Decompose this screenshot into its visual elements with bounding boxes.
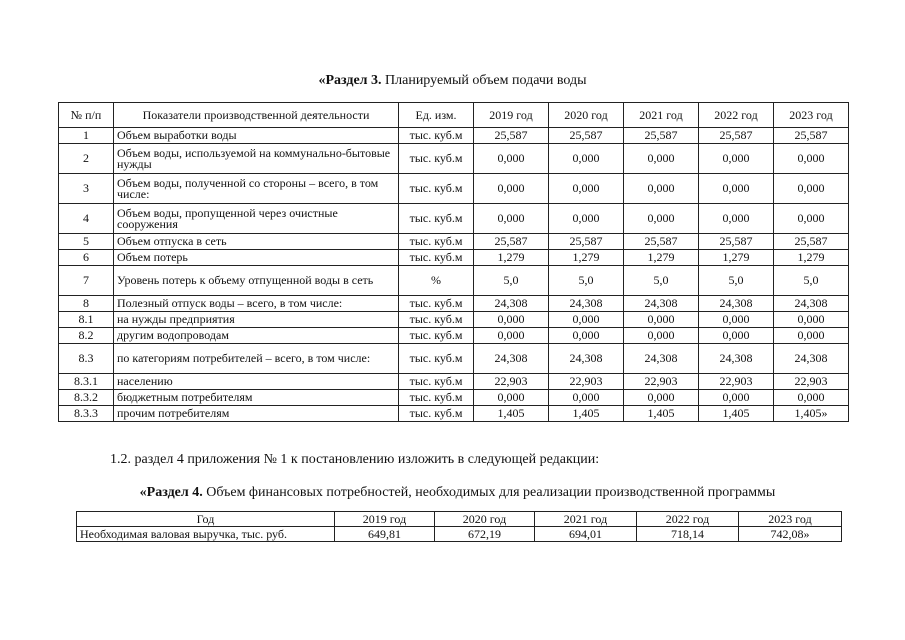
row-unit: тыс. куб.м: [399, 174, 474, 204]
value-2019: 0,000: [474, 312, 549, 328]
value-2022: 0,000: [699, 174, 774, 204]
header-indicator: Показатели производственной деятельности: [114, 103, 399, 128]
value-2022: 0,000: [699, 390, 774, 406]
row-num: 5: [59, 234, 114, 250]
value-2021: 25,587: [624, 128, 699, 144]
value-2021: 24,308: [624, 344, 699, 374]
value-2019: 0,000: [474, 328, 549, 344]
financial-needs-table: [76, 511, 842, 542]
row-name: Объем выработки воды: [114, 128, 399, 144]
table-row: [59, 390, 849, 406]
row-num: 8.1: [59, 312, 114, 328]
value-2020: 672,19: [435, 527, 535, 542]
value-2020: 22,903: [549, 374, 624, 390]
value-2023: 22,903: [774, 374, 849, 390]
table-row: [59, 328, 849, 344]
value-2020: 24,308: [549, 296, 624, 312]
value-2021: 24,308: [624, 296, 699, 312]
table-row: [59, 204, 849, 234]
header-2023: 2023 год: [739, 512, 842, 527]
row-name: Полезный отпуск воды – всего, в том числе:: [114, 296, 399, 312]
value-2023: 0,000: [774, 174, 849, 204]
value-2019: 0,000: [474, 390, 549, 406]
value-2022: 1,279: [699, 250, 774, 266]
header-2022: 2022 год: [699, 103, 774, 128]
water-supply-table: [58, 102, 849, 422]
value-2019: 24,308: [474, 344, 549, 374]
row-num: 7: [59, 266, 114, 296]
section-4-title: «Раздел 4. Объем финансовых потребностей, необходимых для реализации производственной программы: [139, 485, 776, 500]
value-2021: 1,279: [624, 250, 699, 266]
value-2021: 1,405: [624, 406, 699, 422]
row-unit: тыс. куб.м: [399, 296, 474, 312]
value-2020: 25,587: [549, 234, 624, 250]
row-unit: тыс. куб.м: [399, 312, 474, 328]
value-2022: 0,000: [699, 328, 774, 344]
row-unit: тыс. куб.м: [399, 128, 474, 144]
row-unit: тыс. куб.м: [399, 374, 474, 390]
value-2022: 0,000: [699, 204, 774, 234]
row-num: 8.3.2: [59, 390, 114, 406]
value-2019: 5,0: [474, 266, 549, 296]
row-name: Объем воды, используемой на коммунально-бытовые нужды: [114, 144, 399, 174]
table-row: [59, 144, 849, 174]
row-name: бюджетным потребителям: [114, 390, 399, 406]
row-name: Объем отпуска в сеть: [114, 234, 399, 250]
header-year: Год: [77, 512, 335, 527]
row-unit: тыс. куб.м: [399, 406, 474, 422]
row-label: Необходимая валовая выручка, тыс. руб.: [77, 527, 335, 542]
value-2021: 0,000: [624, 390, 699, 406]
header-2019: 2019 год: [474, 103, 549, 128]
header-unit: Ед. изм.: [399, 103, 474, 128]
value-2019: 0,000: [474, 174, 549, 204]
row-unit: тыс. куб.м: [399, 328, 474, 344]
value-2020: 5,0: [549, 266, 624, 296]
value-2023: 5,0: [774, 266, 849, 296]
value-2022: 25,587: [699, 128, 774, 144]
table-row: [59, 406, 849, 422]
value-2020: 0,000: [549, 312, 624, 328]
value-2019: 24,308: [474, 296, 549, 312]
table-row: [59, 344, 849, 374]
header-num: № п/п: [59, 103, 114, 128]
header-2019: 2019 год: [335, 512, 435, 527]
row-num: 6: [59, 250, 114, 266]
header-2020: 2020 год: [435, 512, 535, 527]
value-2020: 24,308: [549, 344, 624, 374]
value-2022: 718,14: [637, 527, 739, 542]
value-2019: 1,405: [474, 406, 549, 422]
table-header-row: [77, 512, 842, 527]
value-2019: 25,587: [474, 234, 549, 250]
value-2019: 25,587: [474, 128, 549, 144]
row-name: другим водопроводам: [114, 328, 399, 344]
row-name: Объем потерь: [114, 250, 399, 266]
row-name: Уровень потерь к объему отпущенной воды в сеть: [114, 266, 399, 296]
value-2021: 694,01: [535, 527, 637, 542]
value-2022: 24,308: [699, 344, 774, 374]
value-2022: 0,000: [699, 312, 774, 328]
value-2023: 0,000: [774, 390, 849, 406]
header-2023: 2023 год: [774, 103, 849, 128]
row-name: Объем воды, полученной со стороны – всего, в том числе:: [114, 174, 399, 204]
value-2021: 25,587: [624, 234, 699, 250]
row-name: населению: [114, 374, 399, 390]
row-name: Объем воды, пропущенной через очистные сооружения: [114, 204, 399, 234]
value-2022: 5,0: [699, 266, 774, 296]
value-2022: 24,308: [699, 296, 774, 312]
value-2022: 1,405: [699, 406, 774, 422]
value-2023: 25,587: [774, 128, 849, 144]
value-2023: 1,405»: [774, 406, 849, 422]
value-2019: 649,81: [335, 527, 435, 542]
value-2022: 22,903: [699, 374, 774, 390]
value-2019: 22,903: [474, 374, 549, 390]
row-unit: %: [399, 266, 474, 296]
table-row: [59, 128, 849, 144]
table-row: [59, 312, 849, 328]
row-num: 1: [59, 128, 114, 144]
row-unit: тыс. куб.м: [399, 250, 474, 266]
section-3-title: «Раздел 3. Планируемый объем подачи воды: [318, 73, 587, 88]
value-2023: 0,000: [774, 328, 849, 344]
table-row: [59, 266, 849, 296]
value-2019: 1,279: [474, 250, 549, 266]
value-2020: 0,000: [549, 390, 624, 406]
row-num: 3: [59, 174, 114, 204]
row-num: 8.3.1: [59, 374, 114, 390]
value-2021: 5,0: [624, 266, 699, 296]
value-2023: 24,308: [774, 296, 849, 312]
value-2019: 0,000: [474, 204, 549, 234]
value-2020: 0,000: [549, 174, 624, 204]
value-2023: 25,587: [774, 234, 849, 250]
table-header-row: [59, 103, 849, 128]
value-2021: 0,000: [624, 312, 699, 328]
row-unit: тыс. куб.м: [399, 144, 474, 174]
row-unit: тыс. куб.м: [399, 204, 474, 234]
row-num: 8: [59, 296, 114, 312]
value-2023: 742,08»: [739, 527, 842, 542]
table-row: [59, 250, 849, 266]
row-unit: тыс. куб.м: [399, 234, 474, 250]
header-2021: 2021 год: [624, 103, 699, 128]
value-2023: 0,000: [774, 204, 849, 234]
value-2020: 0,000: [549, 204, 624, 234]
table-row: [77, 527, 842, 542]
row-num: 8.3.3: [59, 406, 114, 422]
table-row: [59, 234, 849, 250]
amendment-paragraph: 1.2. раздел 4 приложения № 1 к постановлению изложить в следующей редакции:: [110, 452, 600, 467]
value-2022: 0,000: [699, 144, 774, 174]
header-2022: 2022 год: [637, 512, 739, 527]
value-2020: 25,587: [549, 128, 624, 144]
value-2021: 0,000: [624, 174, 699, 204]
value-2023: 24,308: [774, 344, 849, 374]
value-2023: 0,000: [774, 144, 849, 174]
value-2020: 1,405: [549, 406, 624, 422]
row-unit: тыс. куб.м: [399, 390, 474, 406]
value-2021: 22,903: [624, 374, 699, 390]
value-2021: 0,000: [624, 144, 699, 174]
row-unit: тыс. куб.м: [399, 344, 474, 374]
table-row: [59, 174, 849, 204]
value-2020: 0,000: [549, 328, 624, 344]
row-name: на нужды предприятия: [114, 312, 399, 328]
value-2021: 0,000: [624, 328, 699, 344]
value-2021: 0,000: [624, 204, 699, 234]
row-num: 8.3: [59, 344, 114, 374]
value-2022: 25,587: [699, 234, 774, 250]
row-num: 2: [59, 144, 114, 174]
row-num: 8.2: [59, 328, 114, 344]
value-2020: 0,000: [549, 144, 624, 174]
row-name: прочим потребителям: [114, 406, 399, 422]
value-2023: 0,000: [774, 312, 849, 328]
row-num: 4: [59, 204, 114, 234]
value-2020: 1,279: [549, 250, 624, 266]
header-2020: 2020 год: [549, 103, 624, 128]
header-2021: 2021 год: [535, 512, 637, 527]
value-2019: 0,000: [474, 144, 549, 174]
row-name: по категориям потребителей – всего, в том числе:: [114, 344, 399, 374]
table-row: [59, 374, 849, 390]
table-row: [59, 296, 849, 312]
value-2023: 1,279: [774, 250, 849, 266]
